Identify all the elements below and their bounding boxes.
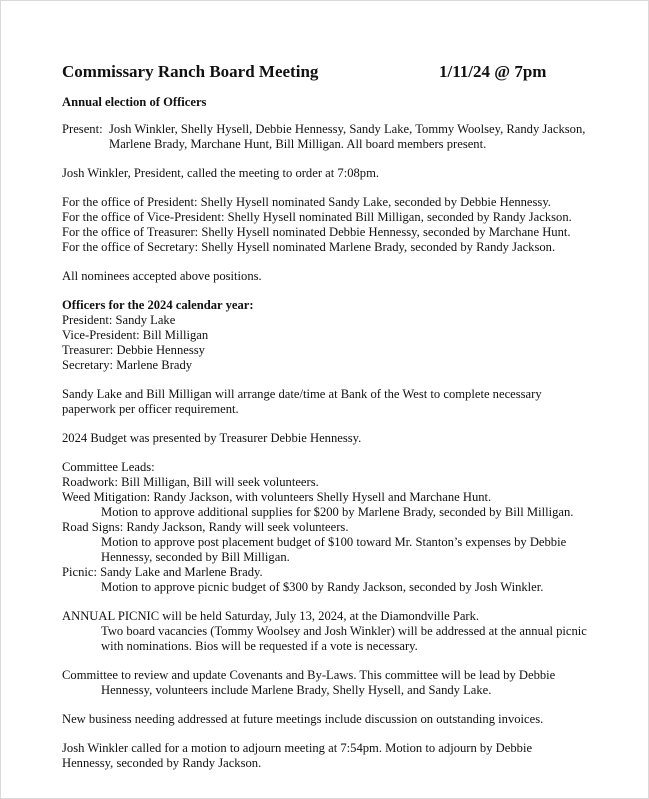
adjourn-line-2: Hennessy, seconded by Randy Jackson. (62, 756, 262, 770)
weed-motion: Motion to approve additional supplies for $200 by Marlene Brady, seconded by Bill Milligan. (101, 505, 574, 519)
committee-heading: Committee Leads: (62, 460, 155, 474)
officer-president: President: Sandy Lake (62, 313, 176, 327)
covenants-line-2: Hennessy, volunteers include Marlene Brady, Shelly Hysell, and Sandy Lake. (101, 683, 492, 697)
bank-line-1: Sandy Lake and Bill Milligan will arrange date/time at Bank of the West to complete necessary (62, 387, 542, 401)
committee-roadwork: Roadwork: Bill Milligan, Bill will seek volunteers. (62, 475, 319, 489)
committee-picnic: Picnic: Sandy Lake and Marlene Brady. (62, 565, 263, 579)
present-line-1 (62, 122, 622, 137)
officer-treasurer: Treasurer: Debbie Hennessy (62, 343, 205, 357)
covenants-line-1: Committee to review and update Covenants and By-Laws. This committee will be lead by Debbie (62, 668, 556, 682)
present-line-2: Marlene Brady, Marchane Hunt, Bill Milligan. All board members present. (109, 137, 487, 151)
picnic-motion: Motion to approve picnic budget of $300 by Randy Jackson, seconded by Josh Winkler. (101, 580, 544, 594)
annual-picnic-line-1: ANNUAL PICNIC will be held Saturday, July 13, 2024, at the Diamondville Park. (62, 609, 480, 623)
title-row (62, 60, 622, 84)
nomination-secretary: For the office of Secretary: Shelly Hysell nominated Marlene Brady, seconded by Randy Jackson. (62, 240, 556, 254)
nomination-president: For the office of President: Shelly Hysell nominated Sandy Lake, seconded by Debbie Hennessy. (62, 195, 551, 209)
officer-vice-president: Vice-President: Bill Milligan (62, 328, 209, 342)
meeting-date: 1/11/24 @ 7pm (439, 62, 547, 81)
present-label: Present: (62, 122, 103, 136)
nomination-vice-president: For the office of Vice-President: Shelly Hysell nominated Bill Milligan, seconded by Randy Jackson. (62, 210, 572, 224)
annual-picnic-line-2: Two board vacancies (Tommy Woolsey and Josh Winkler) will be addressed at the annual picnic (101, 624, 587, 638)
adjourn-line-1: Josh Winkler called for a motion to adjourn meeting at 7:54pm. Motion to adjourn by Debbie (62, 741, 533, 755)
minutes-body (62, 60, 622, 771)
call-to-order: Josh Winkler, President, called the meeting to order at 7:08pm. (62, 166, 380, 180)
officers-heading: Officers for the 2024 calendar year: (62, 298, 254, 312)
bank-line-2: paperwork per officer requirement. (62, 402, 239, 416)
nominees-accepted: All nominees accepted above positions. (62, 269, 262, 283)
new-business: New business needing addressed at future meetings include discussion on outstanding invoices. (62, 712, 544, 726)
nomination-treasurer: For the office of Treasurer: Shelly Hysell nominated Debbie Hennessy, seconded by Marchane Hunt. (62, 225, 571, 239)
page-title: Commissary Ranch Board Meeting (62, 62, 319, 81)
committee-signs: Road Signs: Randy Jackson, Randy will seek volunteers. (62, 520, 349, 534)
annual-picnic-line-3: with nominations. Bios will be requested if a vote is necessary. (101, 639, 418, 653)
present-names-1: Josh Winkler, Shelly Hysell, Debbie Hennessy, Sandy Lake, Tommy Woolsey, Randy Jackson, (109, 122, 586, 136)
signs-motion-2: Hennessy, seconded by Bill Milligan. (101, 550, 290, 564)
subtitle: Annual election of Officers (62, 95, 207, 109)
signs-motion-1: Motion to approve post placement budget of $100 toward Mr. Stanton’s expenses by Debbie (101, 535, 567, 549)
committee-weed: Weed Mitigation: Randy Jackson, with volunteers Shelly Hysell and Marchane Hunt. (62, 490, 492, 504)
officer-secretary: Secretary: Marlene Brady (62, 358, 193, 372)
budget-line: 2024 Budget was presented by Treasurer Debbie Hennessy. (62, 431, 362, 445)
